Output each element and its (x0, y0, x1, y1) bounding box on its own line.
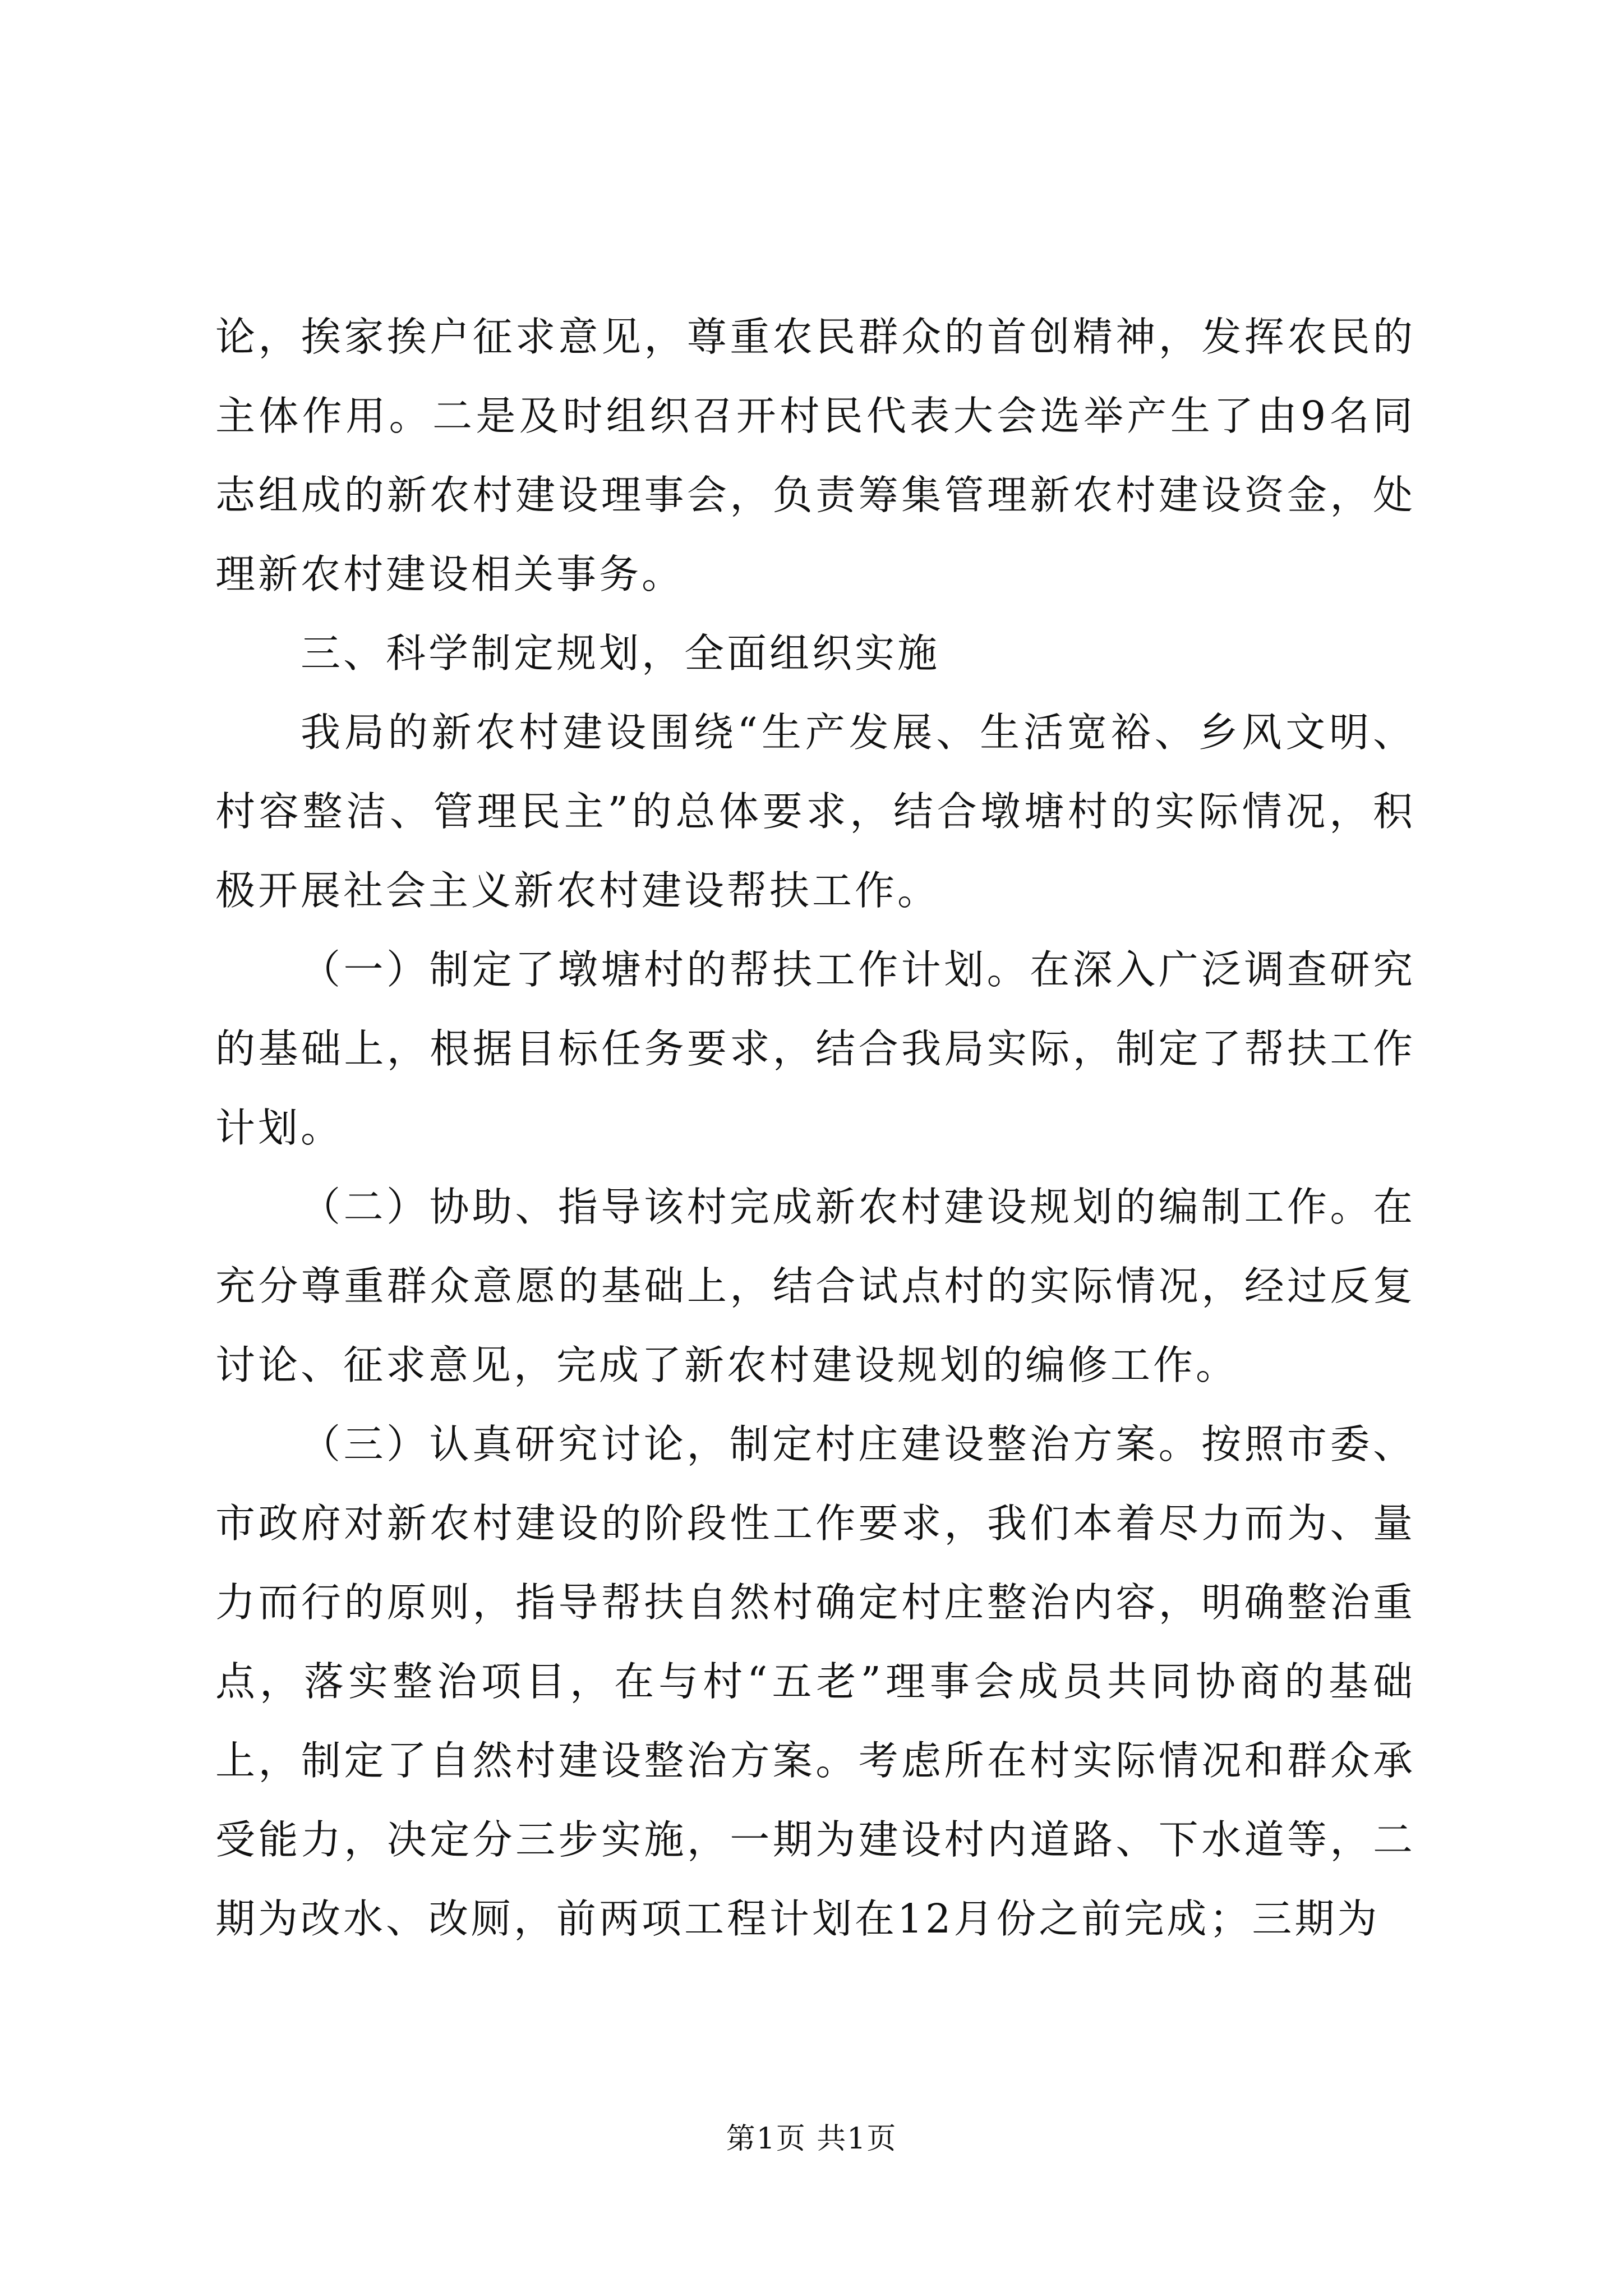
paragraph-item-2: （二）协助、指导该村完成新农村建设规划的编制工作。在充分尊重群众意愿的基础上，结合试点村的实际情况，经过反复讨论、征求意见，完成了新农村建设规划的编修工作。 (215, 1184, 1415, 1388)
paragraph-item-3: （三）认真研究讨论，制定村庄建设整治方案。按照市委、市政府对新农村建设的阶段性工作要求，我们本着尽力而为、量力而行的原则，指导帮扶自然村确定村庄整治内容，明确整治重点，落实整治项目，在与村“五老”理事会成员共同协商的基础上，制定了自然村建设整治方案。考虑所在村实际情况和群众承受能力，决定分三步实施，一期为建设村内道路、下水道等，二期为改水、改厕，前两项工程计划在12月份之前完成；三期为 (215, 1421, 1415, 1942)
page-footer: 第1页 共1页 (726, 2122, 897, 2156)
document-body (215, 297, 1415, 1958)
paragraph-item-1: （一）制定了墩塘村的帮扶工作计划。在深入广泛调查研究的基础上，根据目标任务要求，结合我局实际，制定了帮扶工作计划。 (215, 946, 1415, 1151)
paragraph-continuation: 论，挨家挨户征求意见，尊重农民群众的首创精神，发挥农民的主体作用。二是及时组织召开村民代表大会选举产生了由9名同志组成的新农村建设理事会，负责筹集管理新农村建设资金，处理新农村建设相关事务。 (215, 314, 1415, 597)
paragraph-overview: 我局的新农村建设围绕“生产发展、生活宽裕、乡风文明、村容整洁、管理民主”的总体要求，结合墩塘村的实际情况，积极开展社会主义新农村建设帮扶工作。 (215, 709, 1415, 914)
section-heading: 三、科学制定规划，全面组织实施 (301, 630, 940, 677)
